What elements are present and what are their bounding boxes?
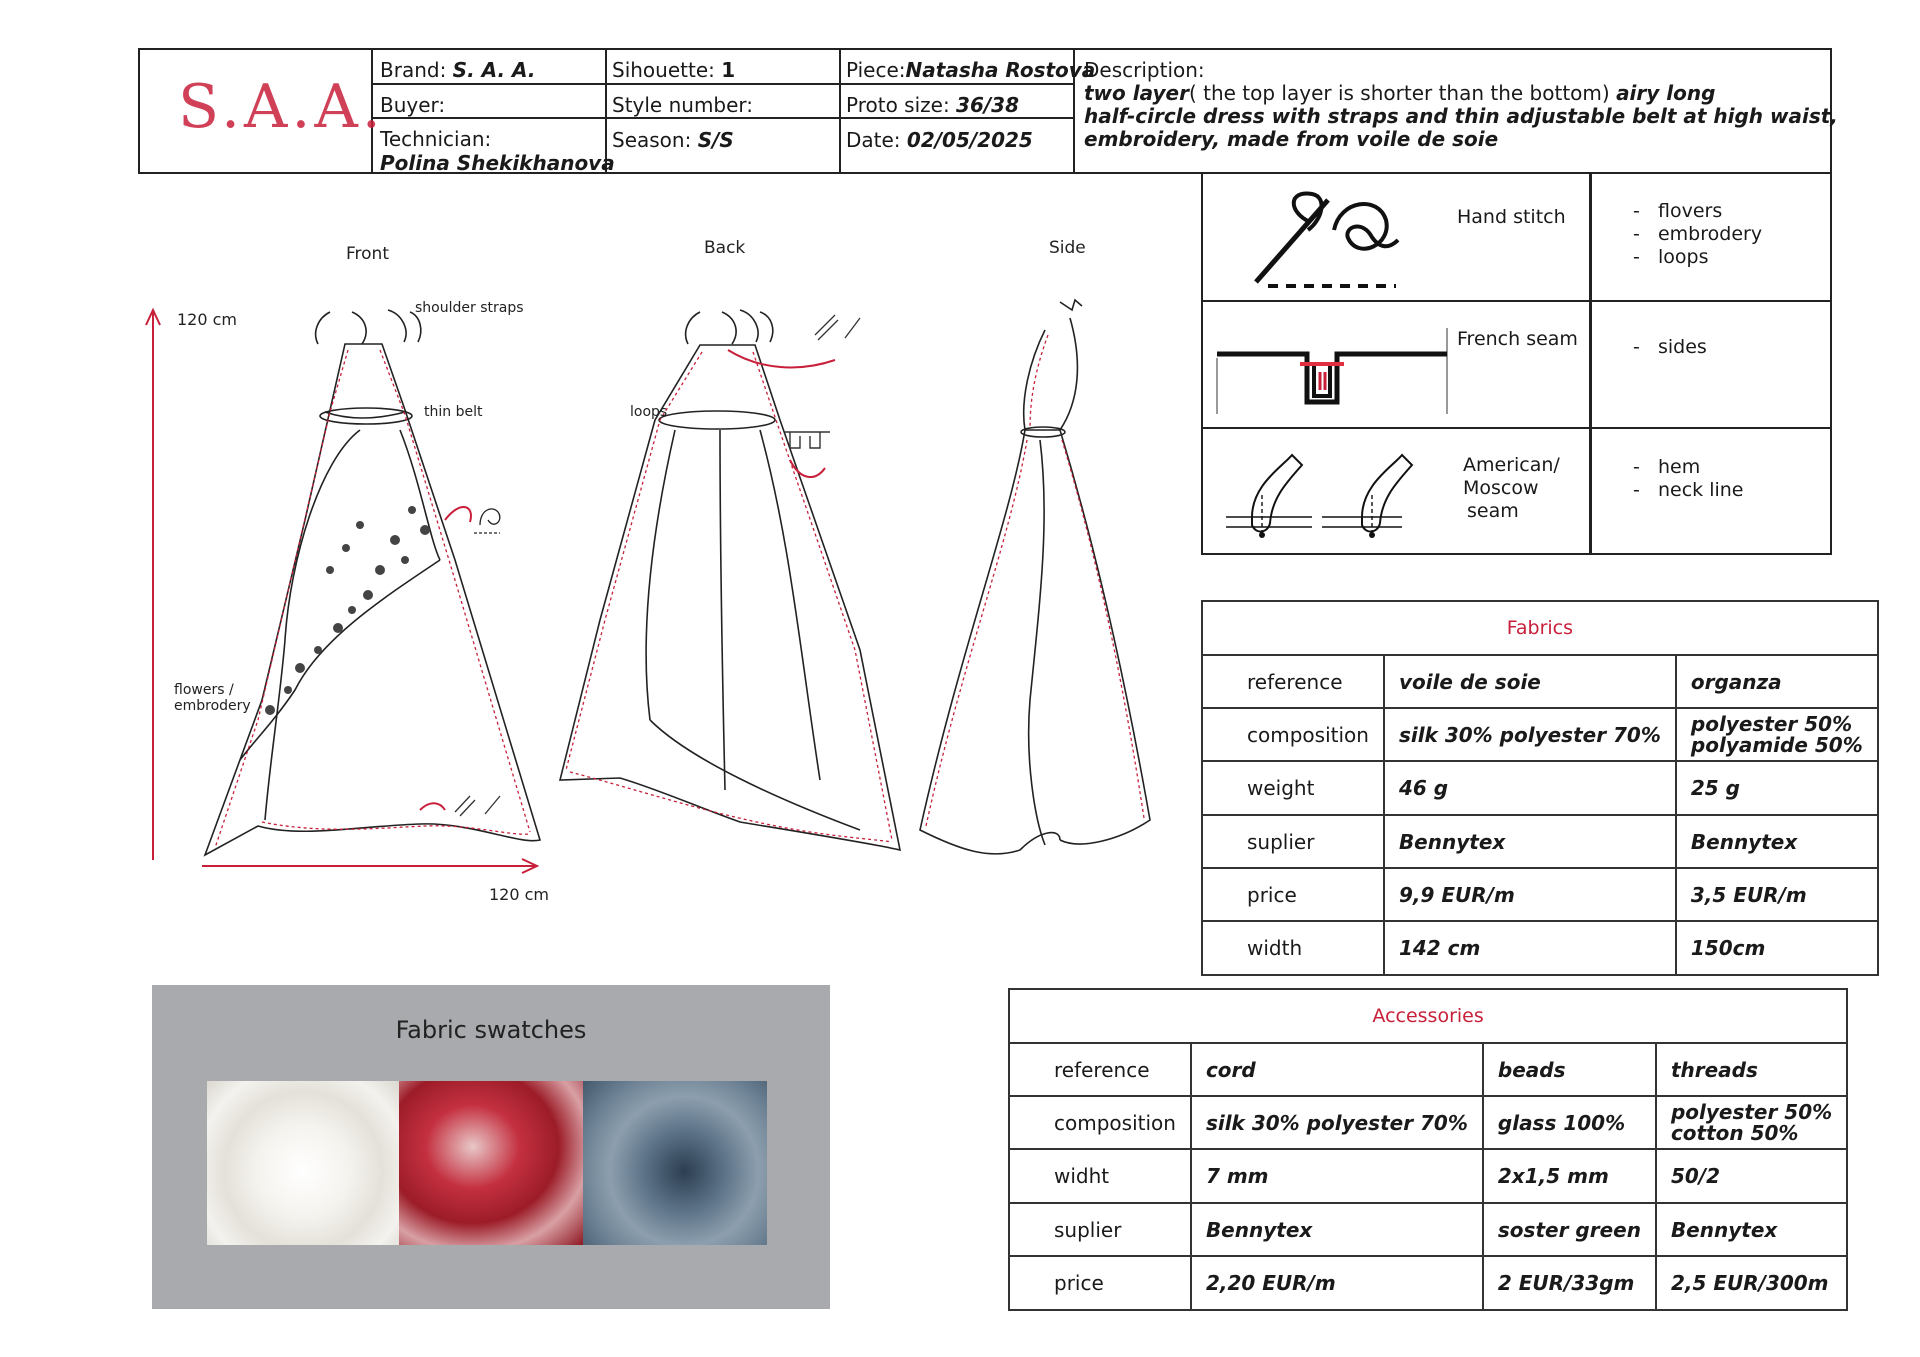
- view-title-side: Side: [1049, 238, 1086, 258]
- fabric-row-label: composition: [1202, 708, 1384, 761]
- fabric-cell: 46 g: [1384, 761, 1676, 815]
- accessory-cell: polyester 50% cotton 50%: [1656, 1096, 1847, 1149]
- stitch-name-american-2: Moscow: [1463, 477, 1539, 499]
- fabric-cell: 150cm: [1676, 921, 1878, 975]
- fabric-cell: 25 g: [1676, 761, 1878, 815]
- stitch-use-list-item: - flovers: [1633, 200, 1723, 222]
- accessories-table: [1008, 988, 1848, 1311]
- stitch-name-french: French seam: [1457, 328, 1578, 350]
- brand-value: S. A. A.: [452, 58, 536, 82]
- accessory-row-label: price: [1009, 1256, 1191, 1310]
- accessory-cell: cord: [1191, 1043, 1483, 1096]
- accessory-cell: 50/2: [1656, 1149, 1847, 1203]
- front-embroidery-flowers: [265, 506, 430, 715]
- accessory-row-label: reference: [1009, 1043, 1191, 1096]
- buyer-label: Buyer:: [380, 93, 446, 117]
- fabric-row-label: price: [1202, 868, 1384, 921]
- french-seam-icon: [1212, 318, 1452, 418]
- side-dress-sketch: [920, 300, 1150, 854]
- style-number-label: Style number:: [612, 93, 754, 117]
- accessory-cell: 2x1,5 mm: [1483, 1149, 1656, 1203]
- accessories-title: Accessories: [1009, 989, 1847, 1043]
- accessory-cell: soster green: [1483, 1203, 1656, 1256]
- stitch-name-american-1: American/: [1463, 454, 1560, 476]
- stitch-use-list-item: - sides: [1633, 336, 1707, 358]
- accessory-row-label: widht: [1009, 1149, 1191, 1203]
- fabrics-table: [1201, 600, 1879, 976]
- annotation-shoulder-straps: shoulder straps: [415, 300, 524, 316]
- fabric-row-label: width: [1202, 921, 1384, 975]
- stitch-use-list-item: - hem: [1633, 456, 1701, 478]
- date-label: Date:: [846, 128, 901, 152]
- description-bold-1: two layer: [1084, 81, 1189, 105]
- stitch-use-list-item: - neck line: [1633, 479, 1744, 501]
- accessory-cell: threads: [1656, 1043, 1847, 1096]
- height-measure-label: 120 cm: [177, 310, 238, 329]
- swatch-red-organza: [399, 1081, 583, 1245]
- brand-logo: S.A.A.: [178, 72, 385, 142]
- hand-stitch-icon: [1248, 190, 1418, 290]
- accessory-cell: glass 100%: [1483, 1096, 1656, 1149]
- piece-label: Piece:: [846, 58, 906, 82]
- view-title-back: Back: [704, 238, 746, 258]
- accessory-cell: silk 30% polyester 70%: [1191, 1096, 1483, 1149]
- fabric-cell: voile de soie: [1384, 655, 1676, 708]
- accessory-cell: beads: [1483, 1043, 1656, 1096]
- fabric-cell: Bennytex: [1676, 815, 1878, 868]
- fabric-cell: Bennytex: [1384, 815, 1676, 868]
- height-measure-arrow: [146, 310, 160, 860]
- annotation-flowers-2: embrodery: [174, 698, 251, 714]
- accessory-row-label: suplier: [1009, 1203, 1191, 1256]
- season-value: S/S: [697, 128, 734, 152]
- date-value: 02/05/2025: [906, 128, 1033, 152]
- description-bold-2: airy long: [1616, 81, 1716, 105]
- fabric-row-label: suplier: [1202, 815, 1384, 868]
- annotation-loops: loops: [630, 404, 668, 420]
- silhouette-label: Sihouette:: [612, 58, 715, 82]
- accessory-cell: Bennytex: [1191, 1203, 1483, 1256]
- brand-label: Brand:: [380, 58, 447, 82]
- description-normal-1: ( the top layer is shorter than the bottom): [1188, 81, 1610, 105]
- width-measure-arrow: [202, 859, 537, 873]
- fabrics-title: Fabrics: [1202, 601, 1878, 655]
- description-line-2: half-circle dress with straps and thin adjustable belt at high waist,: [1084, 104, 1838, 128]
- fabric-swatches-title: Fabric swatches: [395, 1016, 587, 1044]
- season-label: Season:: [612, 128, 692, 152]
- technician-label: Technician:: [380, 127, 492, 151]
- width-measure-label: 120 cm: [489, 885, 550, 904]
- american-seam-icon: [1222, 445, 1442, 545]
- technician-value: Polina Shekikhanova: [380, 151, 615, 175]
- fabric-row-label: weight: [1202, 761, 1384, 815]
- fabric-cell: 3,5 EUR/m: [1676, 868, 1878, 921]
- proto-size-label: Proto size:: [846, 93, 950, 117]
- view-title-front: Front: [346, 244, 389, 264]
- fabric-cell: organza: [1676, 655, 1878, 708]
- fabric-cell: 9,9 EUR/m: [1384, 868, 1676, 921]
- fabric-row-label: reference: [1202, 655, 1384, 708]
- stitch-use-list-item: - loops: [1633, 246, 1709, 268]
- annotation-thin-belt: thin belt: [424, 404, 483, 420]
- annotation-flowers-1: flowers /: [174, 682, 234, 698]
- description-line-3: embroidery, made from voile de soie: [1084, 127, 1499, 151]
- stitch-name-hand: Hand stitch: [1457, 206, 1566, 228]
- swatch-white-voile: [207, 1081, 399, 1245]
- proto-size-value: 36/38: [956, 93, 1020, 117]
- silhouette-value: 1: [721, 58, 736, 82]
- accessory-cell: 2 EUR/33gm: [1483, 1256, 1656, 1310]
- front-dress-sketch: [205, 310, 540, 855]
- description-label: Description:: [1084, 58, 1205, 82]
- accessory-cell: 2,5 EUR/300m: [1656, 1256, 1847, 1310]
- accessory-row-label: composition: [1009, 1096, 1191, 1149]
- technical-drawings: [130, 280, 1170, 900]
- stitch-use-list-item: - embrodery: [1633, 223, 1763, 245]
- swatch-blue-tulle: [583, 1081, 767, 1245]
- fabric-cell: 142 cm: [1384, 921, 1676, 975]
- stitch-name-american-3: seam: [1467, 500, 1519, 522]
- piece-value: Natasha Rostova: [905, 58, 1096, 82]
- back-dress-sketch: [560, 310, 900, 850]
- fabric-cell: polyester 50% polyamide 50%: [1676, 708, 1878, 761]
- accessory-cell: 2,20 EUR/m: [1191, 1256, 1483, 1310]
- accessory-cell: 7 mm: [1191, 1149, 1483, 1203]
- fabric-cell: silk 30% polyester 70%: [1384, 708, 1676, 761]
- accessory-cell: Bennytex: [1656, 1203, 1847, 1256]
